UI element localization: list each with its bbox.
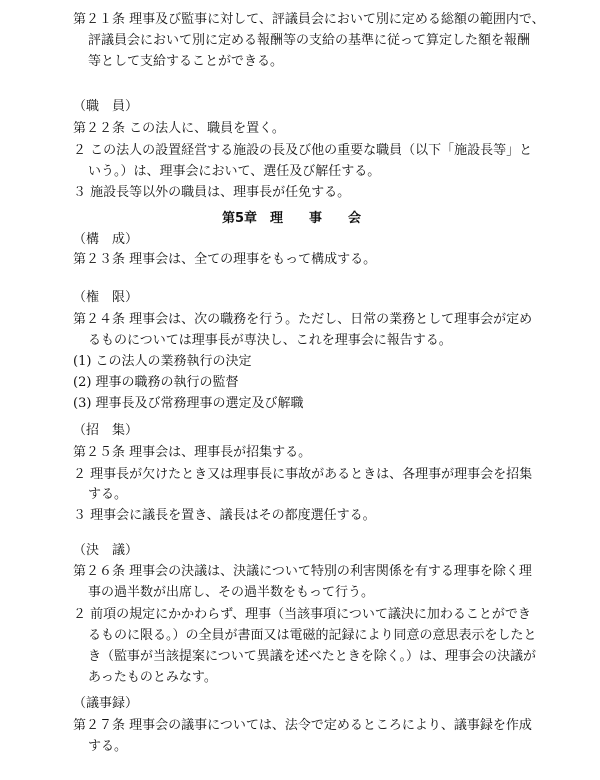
article-25-para-3: ３ 理事会に議長を置き、議長はその都度選任する。 — [73, 508, 376, 523]
article-22-para-2-line-1: ２ この法人の設置経営する施設の長及び他の重要な職員（以下「施設長等」と — [73, 143, 533, 158]
article-27-heading: （議事録） — [73, 696, 139, 711]
article-26-para-2-line-3: き（監事が当該提案について異議を述べたときを除く。）は、理事会の決議が — [88, 649, 536, 664]
article-21-line-2: 評議員会において別に定める報酬等の支給の基準に従って算定した額を報酬 — [88, 33, 531, 48]
article-24-line-2: るものについては理事長が専決し、これを理事会に報告する。 — [88, 333, 452, 348]
article-27-line-1: 第２７条 理事会の議事については、法令で定めるところにより、議事録を作成 — [73, 718, 532, 733]
article-23-line-1: 第２３条 理事会は、全ての理事をもって構成する。 — [73, 252, 377, 267]
article-24-heading: （権 限） — [73, 290, 139, 305]
article-22-line-1: 第２２条 この法人に、職員を置く。 — [73, 121, 285, 136]
article-21-line-1: 第２１条 理事及び監事に対して、評議員会において別に定める総額の範囲内で、 — [73, 12, 545, 27]
article-25-para-2-line-1: ２ 理事長が欠けたとき又は理事長に事故があるときは、各理事が理事会を招集 — [73, 467, 533, 482]
article-24-line-1: 第２４条 理事会は、次の職務を行う。ただし、日常の業務として理事会が定め — [73, 312, 533, 327]
article-24-item-1: (1) この法人の業務執行の決定 — [73, 354, 252, 369]
article-26-line-1: 第２６条 理事会の決議は、決議について特別の利害関係を有する理事を除く理 — [73, 564, 532, 579]
article-26-para-2-line-2: るものに限る。）の全員が書面又は電磁的記録により同意の意思表示をしたと — [88, 628, 537, 643]
article-26-para-2-line-1: ２ 前項の規定にかかわらず、理事（当該事項について議決に加わることができ — [73, 607, 531, 622]
article-25-para-2-line-2: する。 — [88, 487, 128, 502]
article-26-line-2: 事の過半数が出席し、その過半数をもって行う。 — [88, 585, 375, 600]
article-25-line-1: 第２５条 理事会は、理事長が招集する。 — [73, 445, 312, 460]
article-26-heading: （決 議） — [73, 543, 139, 558]
article-21-line-3: 等として支給することができる。 — [88, 54, 284, 69]
article-26-para-2-line-4: あったものとみなす。 — [88, 670, 217, 685]
article-22-heading: （職 員） — [73, 99, 139, 114]
article-23-heading: （構 成） — [73, 232, 139, 247]
article-22-para-2-line-2: いう。）は、理事会において、選任及び解任する。 — [88, 164, 381, 179]
article-22-para-3: ３ 施設長等以外の職員は、理事長が任免する。 — [73, 185, 351, 200]
article-27-line-2: する。 — [88, 739, 128, 754]
article-24-item-2: (2) 理事の職務の執行の監督 — [73, 375, 239, 390]
article-25-heading: （招 集） — [73, 423, 139, 438]
chapter-title: 第5章 理 事 会 — [222, 211, 362, 226]
article-24-item-3: (3) 理事長及び常務理事の選定及び解職 — [73, 396, 304, 411]
